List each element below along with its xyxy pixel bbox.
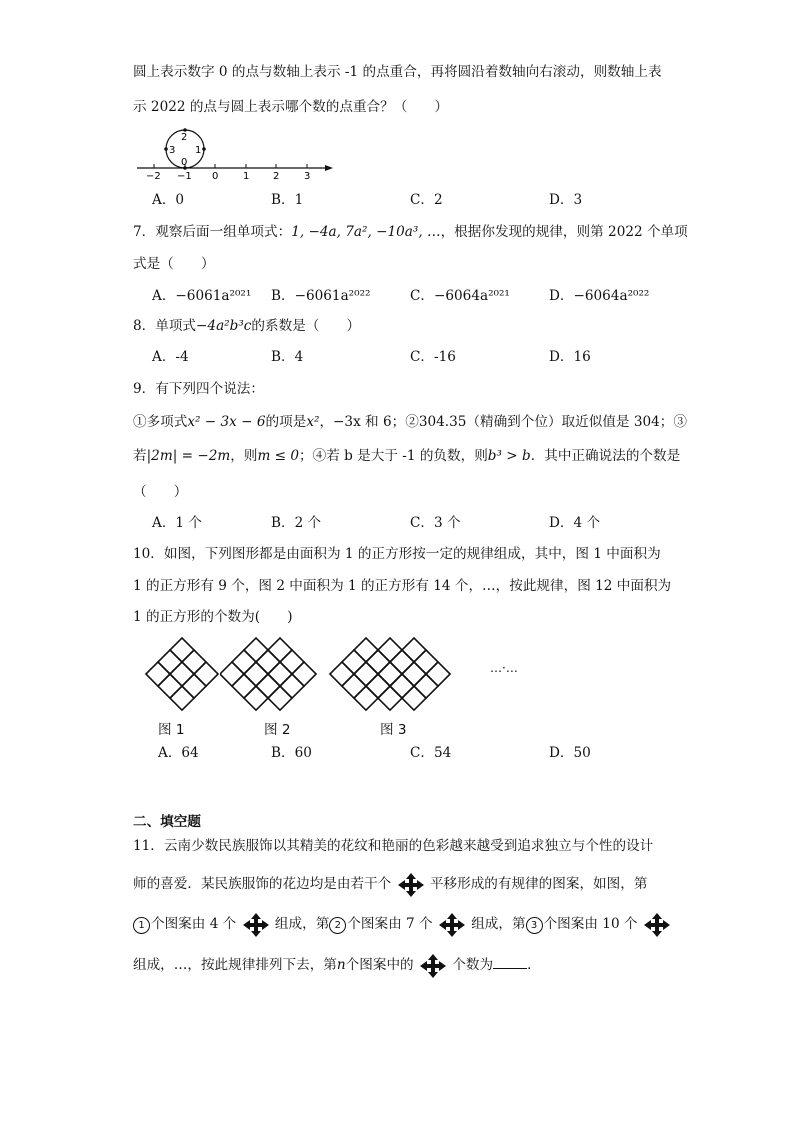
q10-line3: 1 的正方形的个数为( ) (133, 609, 293, 625)
q11-line2: 师的喜爱．某民族服饰的花边均是由若干个 平移形成的有规律的图案，如图，第 (133, 872, 647, 897)
q6-line1: 圆上表示数字 0 的点与数轴上表示 -1 的点重合，再将圆沿着数轴向右滚动，则数轴上表 (133, 64, 662, 80)
figure-3-label: 图 3 (380, 722, 407, 738)
q7-line1: 7．观察后面一组单项式：1, −4a, 7a², −10a³, …，根据你发现的规律，则第 2022 个单项 (133, 224, 688, 240)
marker-circled-2: 2 (329, 917, 346, 934)
circle-label-2: 2 (181, 132, 188, 143)
section-title: 二、填空题 (133, 814, 201, 830)
tick-label: 1 (243, 171, 250, 180)
q10-option-c[interactable]: C．54 (410, 745, 452, 761)
q9-line2: ①多项式x² − 3x − 6的项是x²，−3x 和 6；②304.35（精确到个位）取近似值是 304；③ (133, 414, 687, 430)
q7-option-d[interactable]: D．−6064a²⁰²² (549, 288, 650, 304)
figure-2-grid (220, 634, 320, 714)
q10-line1: 10．如图，下列图形都是由面积为 1 的正方形按一定的规律组成，其中，图 1 中面积为 (133, 546, 661, 562)
cross-arrow-icon (439, 913, 465, 937)
q7-line2: 式是（ ） (133, 256, 215, 272)
q8-option-c[interactable]: C．-16 (410, 349, 456, 365)
q9-option-d[interactable]: D．4 个 (549, 515, 601, 531)
marker-circled-3: 3 (526, 917, 543, 934)
tick-label: −1 (177, 171, 192, 180)
q6-option-a[interactable]: A．0 (152, 192, 185, 208)
tick-label: 3 (304, 171, 311, 180)
q7-option-a[interactable]: A．−6061a²⁰²¹ (152, 288, 252, 304)
circle-label-1: 1 (195, 145, 202, 156)
q9-line3: 若|2m| = −2m，则m ≤ 0；④若 b 是大于 -1 的负数，则b³ > b．其中正确说法的个数是 (133, 448, 681, 464)
figure-1-grid (134, 634, 234, 714)
q7-option-c[interactable]: C．−6064a²⁰²¹ (410, 288, 510, 304)
q10-option-d[interactable]: D．50 (549, 745, 591, 761)
circle-label-0: 0 (181, 157, 188, 168)
q8-option-d[interactable]: D．16 (549, 349, 591, 365)
marker-3: ③ (673, 414, 687, 430)
q10-option-a[interactable]: A．64 (158, 745, 199, 761)
q9-option-a[interactable]: A．1 个 (152, 515, 202, 531)
axis-arrow (325, 165, 333, 171)
q8-option-b[interactable]: B．4 (271, 349, 304, 365)
q10-option-b[interactable]: B．60 (271, 745, 312, 761)
q8-option-a[interactable]: A．-4 (152, 349, 189, 365)
q9-line1: 9．有下列四个说法： (133, 381, 264, 397)
q7-option-b[interactable]: B．−6061a²⁰²² (271, 288, 371, 304)
q6-option-d[interactable]: D．3 (549, 192, 583, 208)
q9-line4: （ ） (133, 484, 188, 500)
tick-label: 2 (273, 171, 280, 180)
tick-label: −2 (146, 171, 161, 180)
cross-arrow-icon (243, 913, 269, 937)
q9-option-b[interactable]: B．2 个 (271, 515, 322, 531)
figure-3-grid (328, 634, 458, 714)
tick-label: 0 (212, 171, 219, 180)
q9-option-c[interactable]: C．3 个 (410, 515, 461, 531)
q6-line2: 示 2022 的点与圆上表示哪个数的点重合？（ ） (133, 99, 449, 115)
number-line-figure (135, 124, 345, 180)
figure-2-label: 图 2 (264, 722, 291, 738)
marker-4: ④ (312, 448, 327, 464)
cross-arrow-icon (420, 954, 446, 978)
figure-1-label: 图 1 (158, 722, 185, 738)
cross-arrow-icon (644, 913, 670, 937)
figure-ellipsis: …·… (490, 661, 518, 675)
q11-line3: 1 个图案由 4 个 组成，第 2 个图案由 7 个 组成，第 3 个图案由 10 个 (133, 912, 672, 937)
q8-expr: −4a²b³c (196, 318, 252, 334)
q6-option-b[interactable]: B．1 (271, 192, 304, 208)
q6-option-c[interactable]: C．2 (410, 192, 443, 208)
q8-line1: 8．单项式−4a²b³c的系数是（ ） (133, 318, 361, 334)
cross-arrow-icon (398, 873, 424, 897)
circle-label-3: 3 (169, 145, 176, 156)
marker-1: ① (133, 414, 147, 430)
marker-2: ② (405, 414, 419, 430)
answer-blank[interactable] (493, 954, 527, 969)
q7-series: 1, −4a, 7a², −10a³, … (291, 224, 441, 240)
marker-circled-1: 1 (133, 917, 150, 934)
q11-line1: 11．云南少数民族服饰以其精美的花纹和艳丽的色彩越来越受到追求独立与个性的设计 (133, 838, 654, 854)
q10-line2: 1 的正方形有 9 个，图 2 中面积为 1 的正方形有 14 个，…，按此规律，图 12 中面积为 (133, 578, 672, 594)
q11-line4: 组成，…，按此规律排列下去，第n个图案中的 个数为 ． (133, 953, 541, 978)
